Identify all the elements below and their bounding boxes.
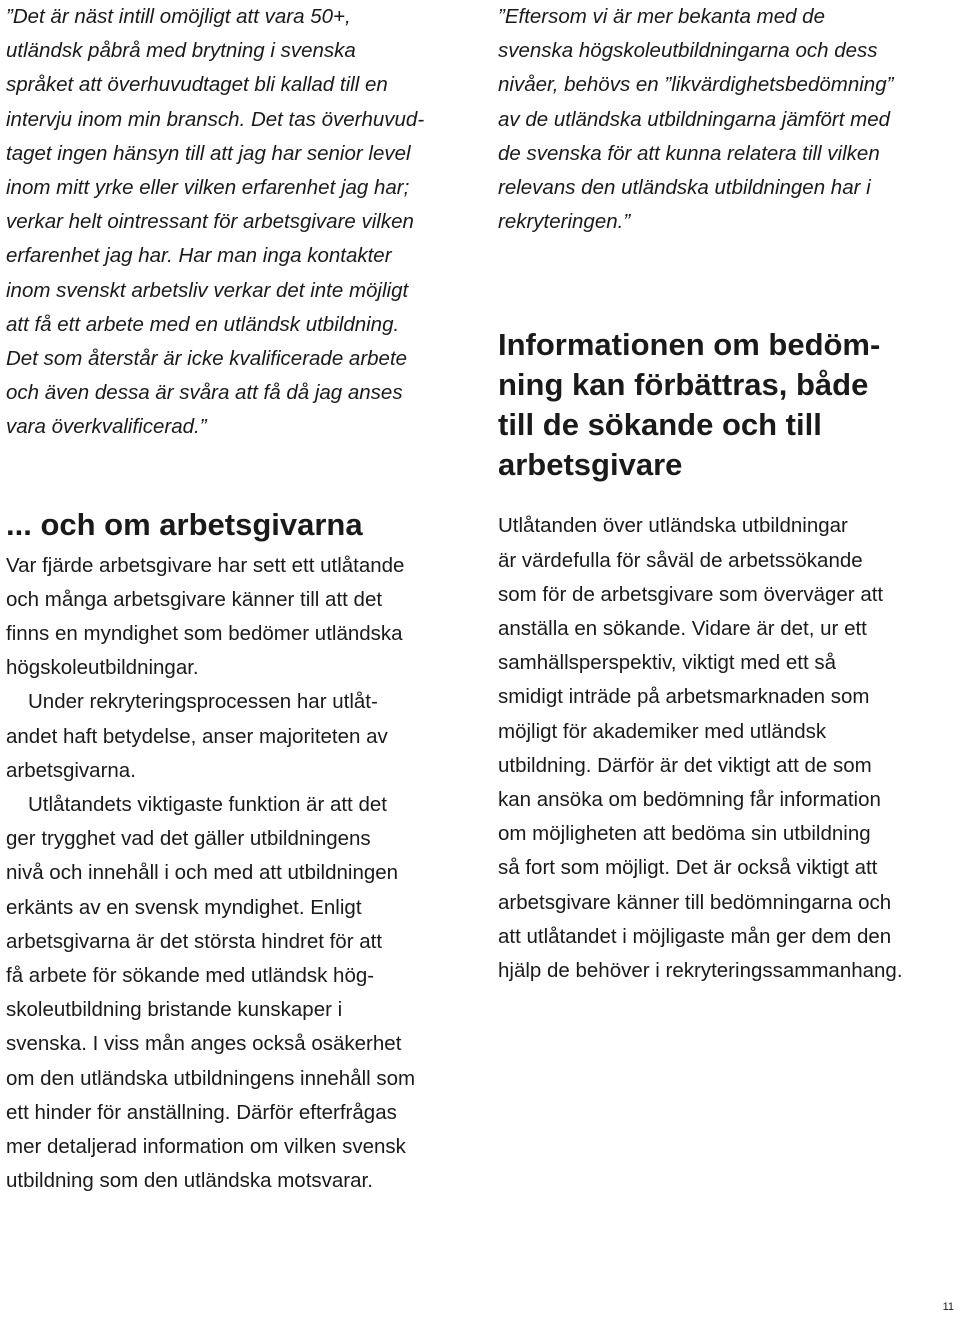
paragraph-line: samhällsperspektiv, viktigt med ett så	[498, 651, 836, 675]
paragraph-line: så fort som möjligt. Det är också viktigt att	[498, 856, 878, 880]
right-quote	[498, 0, 954, 239]
quote-line: ”Det är näst intill omöjligt att vara 50+,	[6, 5, 351, 28]
page-number: 11	[942, 1301, 954, 1313]
quote-line: relevans den utländska utbildningen har i	[498, 176, 871, 200]
paragraph-line: Utlåtandets viktigaste funktion är att det	[28, 793, 387, 817]
quote-line: och även dessa är svåra att få då jag anses	[6, 381, 403, 405]
quote-line: av de utländska utbildningarna jämfört med	[498, 107, 891, 131]
paragraph-recruitment-process	[6, 685, 476, 788]
quote-line: språket att överhuvudtaget bli kallad till en	[6, 73, 388, 97]
heading-line: Informationen om bedöm-	[498, 327, 881, 363]
paragraph-line: möjligt för akademiker med utländsk	[498, 719, 827, 743]
paragraph-line: mer detaljerad information om vilken svensk	[6, 1135, 406, 1159]
quote-line: taget ingen hänsyn till att jag har senior level	[6, 141, 411, 165]
heading-line: ning kan förbättras, både	[498, 367, 869, 403]
quote-line: ”Eftersom vi är mer bekanta med de	[498, 5, 825, 28]
quote-line: nivåer, behövs en ”likvärdighetsbedömning”	[498, 73, 894, 97]
heading-line: arbetsgivare	[498, 447, 683, 483]
paragraph-line: högskoleutbildningar.	[6, 656, 199, 680]
paragraph-statement-function	[6, 788, 476, 1198]
paragraph-line: få arbete för sökande med utländsk hög-	[6, 964, 375, 988]
right-column	[498, 0, 954, 988]
quote-line: Det som återstår är icke kvalificerade arbete	[6, 347, 408, 371]
paragraph-line: hjälp de behöver i rekryteringssammanhang.	[498, 959, 903, 983]
paragraph-line: ett hinder för anställning. Därför efterfrågas	[6, 1100, 397, 1124]
paragraph-line: Under rekryteringsprocessen har utlåt-	[28, 690, 378, 714]
paragraph-line: Var fjärde arbetsgivare har sett ett utlåtande	[6, 553, 405, 577]
left-quote	[6, 0, 476, 445]
paragraph-line: anställa en sökande. Vidare är det, ur ett	[498, 617, 867, 641]
quote-line: intervju inom min bransch. Det tas överhuvud-	[6, 107, 425, 131]
paragraph-line: och många arbetsgivare känner till att det	[6, 587, 383, 611]
quote-line: de svenska för att kunna relatera till vilken	[498, 141, 880, 165]
paragraph-line: som för de arbetsgivare som överväger att	[498, 582, 884, 606]
paragraph-line: utbildning. Därför är det viktigt att de som	[498, 753, 872, 777]
quote-line: erfarenhet jag har. Har man inga kontakter	[6, 244, 392, 268]
heading-line: till de sökande och till	[498, 407, 822, 443]
paragraph-line: om möjligheten att bedöma sin utbildning	[498, 822, 871, 846]
quote-line: inom svenskt arbetsliv verkar det inte möjligt	[6, 278, 409, 302]
quote-line: verkar helt ointressant för arbetsgivare vilken	[6, 210, 414, 234]
paragraph-line: svenska. I viss mån anges också osäkerhet	[6, 1032, 402, 1056]
paragraph-line: är värdefulla för såväl de arbetssökande	[498, 548, 863, 572]
paragraph-line: arbetsgivarna är det största hindret för att	[6, 929, 383, 953]
quote-line: inom mitt yrke eller vilken erfarenhet jag har;	[6, 176, 410, 200]
left-column	[6, 0, 476, 1199]
paragraph-line: skoleutbildning bristande kunskaper i	[6, 998, 343, 1022]
paragraph-line: utbildning som den utländska motsvarar.	[6, 1169, 373, 1193]
section-heading: ... och om arbetsgivarna	[6, 506, 363, 542]
paragraph-line: nivå och innehåll i och med att utbildningen	[6, 861, 399, 885]
paragraph-line: erkänts av en svensk myndighet. Enligt	[6, 895, 362, 919]
quote-line: vara överkvalificerad.”	[6, 415, 207, 439]
paragraph-information-improvement	[498, 509, 954, 988]
paragraph-line: kan ansöka om bedömning får information	[498, 788, 881, 812]
paragraph-line: att utlåtandet i möjligaste mån ger dem den	[498, 924, 892, 948]
paragraph-line: arbetsgivare känner till bedömningarna och	[498, 890, 892, 914]
paragraph-line: Utlåtanden över utländska utbildningar	[498, 514, 848, 538]
paragraph-line: arbetsgivarna.	[6, 758, 136, 782]
paragraph-line: ger trygghet vad det gäller utbildningens	[6, 827, 371, 851]
quote-line: att få ett arbete med en utländsk utbildning.	[6, 312, 400, 336]
paragraph-line: om den utländska utbildningens innehåll som	[6, 1066, 416, 1090]
quote-line: rekryteringen.”	[498, 210, 631, 234]
paragraph-line: finns en myndighet som bedömer utländska	[6, 622, 403, 646]
paragraph-line: smidigt inträde på arbetsmarknaden som	[498, 685, 870, 709]
section-heading	[498, 325, 954, 485]
quote-line: svenska högskoleutbildningarna och dess	[498, 39, 878, 63]
paragraph-employers-awareness	[6, 549, 476, 686]
quote-line: utländsk påbrå med brytning i svenska	[6, 39, 356, 63]
paragraph-line: andet haft betydelse, anser majoriteten av	[6, 724, 388, 748]
